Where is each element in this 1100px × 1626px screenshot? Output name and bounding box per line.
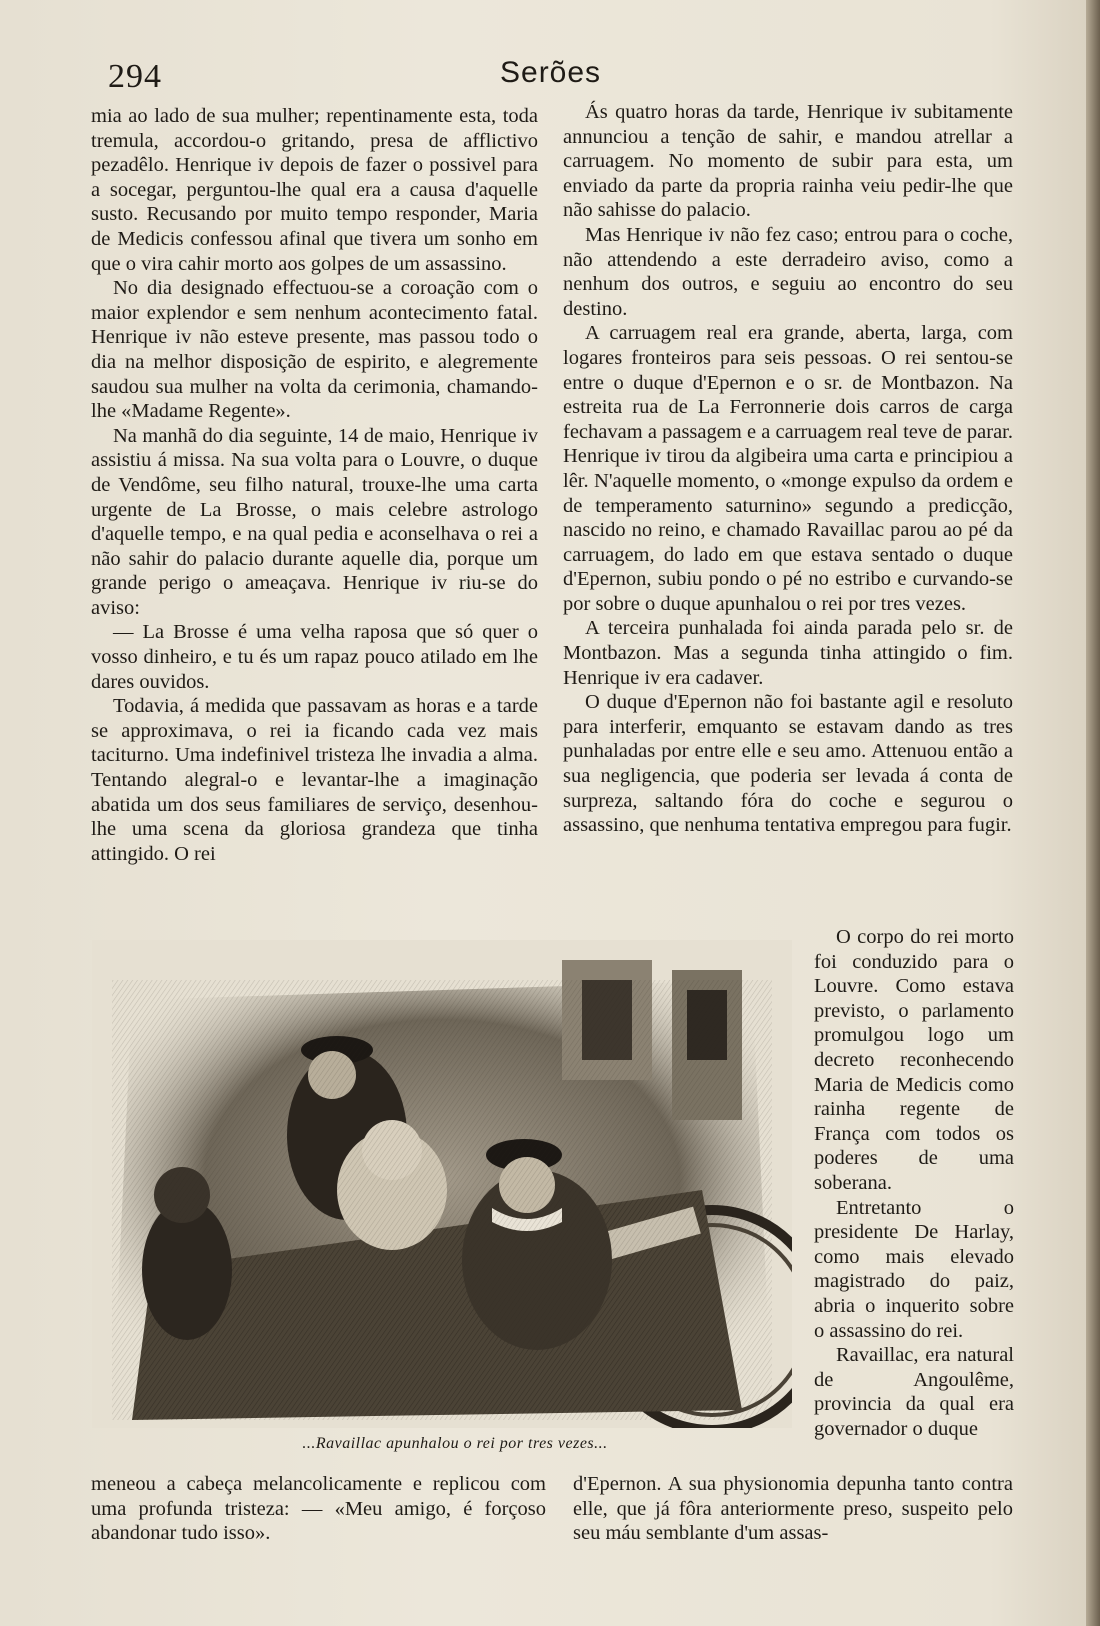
right-column-bottom — [573, 1472, 1013, 1546]
illustration-engraving — [92, 940, 792, 1428]
illustration-caption: ...Ravaillac apunhalou o rei por tres vezes... — [302, 1435, 608, 1452]
paragraph: mia ao lado de sua mulher; repentinamente esta, toda tremula, accordou-o gritando, presa de afflictivo pezadêlo. Henrique iv depois de fazer o possivel para a socegar, perguntou-lhe qual era a causa d'aquelle susto. Recusando por muito tempo responder, Maria de Medicis confessou afinal que tivera um sonho em que o vira cahir morto aos golpes de um assassino. — [91, 105, 538, 275]
paragraph: meneou a cabeça melancolicamente e replicou com uma profunda tristeza: — «Meu amigo, é forçoso abandonar tudo isso». — [91, 1473, 546, 1545]
paragraph: Entretanto o presidente De Harlay, como mais elevado magistrado do paiz, abria o inquerito sobre o assassino do rei. — [814, 1196, 1014, 1342]
paragraph: Todavia, á medida que passavam as horas e a tarde se approximava, o rei ia ficando cada vez mais taciturno. Uma indefinivel tristeza lhe invadia a alma. Tentando alegral-o e levantar-lhe a imaginação abatida um dos seus familiares de serviço, desenhou-lhe uma scena da gloriosa grandeza que tinha attingido. O rei — [91, 695, 538, 865]
paragraph: Ravaillac, era natural de Angoulême, provincia da qual era governador o duque — [814, 1344, 1014, 1440]
page-number: 294 — [108, 58, 162, 95]
paragraph: Mas Henrique iv não fez caso; entrou para o coche, não attendendo a este derradeiro aviso, como a nenhum dos outros, e seguiu ao encontro do seu destino. — [563, 223, 1013, 320]
right-column-narrow — [814, 925, 1014, 1441]
page-edge — [1086, 0, 1100, 1626]
paragraph: No dia designado effectuou-se a coroação com o maior explendor e sem nenhum acontecimento fatal. Henrique iv não esteve presente, mas passou todo o dia na melhor disposição de espirito, e alegremente saudou sua mulher na volta da cerimonia, chamando-lhe «Madame Regente». — [91, 277, 538, 423]
paragraph: A carruagem real era grande, aberta, larga, com logares fronteiros para seis pessoas. O rei sentou-se entre o duque d'Epernon e o sr. de Montbazon. Na estreita rua de La Ferronnerie dois carros de carga fechavam a passagem e a carruagem real teve de parar. Henrique iv tirou da algibeira uma carta e principiou a lêr. N'aquelle momento, o «monge expulso da ordem e de temperamento saturnino» segundo a predicção, nascido no reino, e chamado Ravaillac parou ao pé da carruagem, do lado em que estava sentado o duque d'Epernon, subiu pondo o pé no estribo e curvando-se por sobre o duque apunhalou o rei por tres vezes. — [563, 322, 1013, 615]
paragraph: — La Brosse é uma velha raposa que só quer o vosso dinheiro, e tu és um rapaz pouco atilado em lhe dares ouvidos. — [91, 621, 538, 693]
paragraph: Na manhã do dia seguinte, 14 de maio, Henrique iv assistiu á missa. Na sua volta para o Louvre, o duque de Vendôme, seu filho natural, trouxe-lhe uma carta urgente de La Brosse, o mais celebre astrologo d'aquelle tempo, e na qual pedia e aconselhava o rei a não sahir do palacio durante aquelle dia, porque um grande perigo o ameaçava. Henrique iv riu-se do aviso: — [91, 424, 538, 619]
paragraph: A terceira punhalada foi ainda parada pelo sr. de Montbazon. Mas a segunda tinha attingido o fim. Henrique iv era cadaver. — [563, 617, 1013, 689]
right-column-top — [563, 100, 1013, 838]
left-column-bottom — [91, 1472, 546, 1546]
paragraph: O corpo do rei morto foi conduzido para o Louvre. Como estava previsto, o parlamento promulgou logo um decreto reconhecendo Maria de Medicis como rainha regente de França com todos os poderes de uma soberana. — [814, 926, 1014, 1194]
paragraph: Ás quatro horas da tarde, Henrique iv subitamente annunciou a tenção de sahir, e mandou atrellar a carruagem. No momento de subir para esta, um enviado da parte da propria rainha veiu pedir-lhe que não sahisse do palacio. — [563, 101, 1013, 222]
paragraph: d'Epernon. A sua physionomia depunha tanto contra elle, que já fôra anteriormente preso, suspeito pelo seu máu semblante d'um assas- — [573, 1473, 1013, 1545]
left-column-top — [91, 104, 538, 866]
paragraph: O duque d'Epernon não foi bastante agil e resoluto para interferir, emquanto se estavam dando as tres punhaladas por entre elle e seu amo. Attenuou então a sua negligencia, que poderia ser levada á conta de surpreza, saltando fóra do coche e segurou o assassino, que nenhuma tentativa empregou para fugir. — [563, 691, 1013, 837]
running-head: Serões — [500, 56, 602, 89]
